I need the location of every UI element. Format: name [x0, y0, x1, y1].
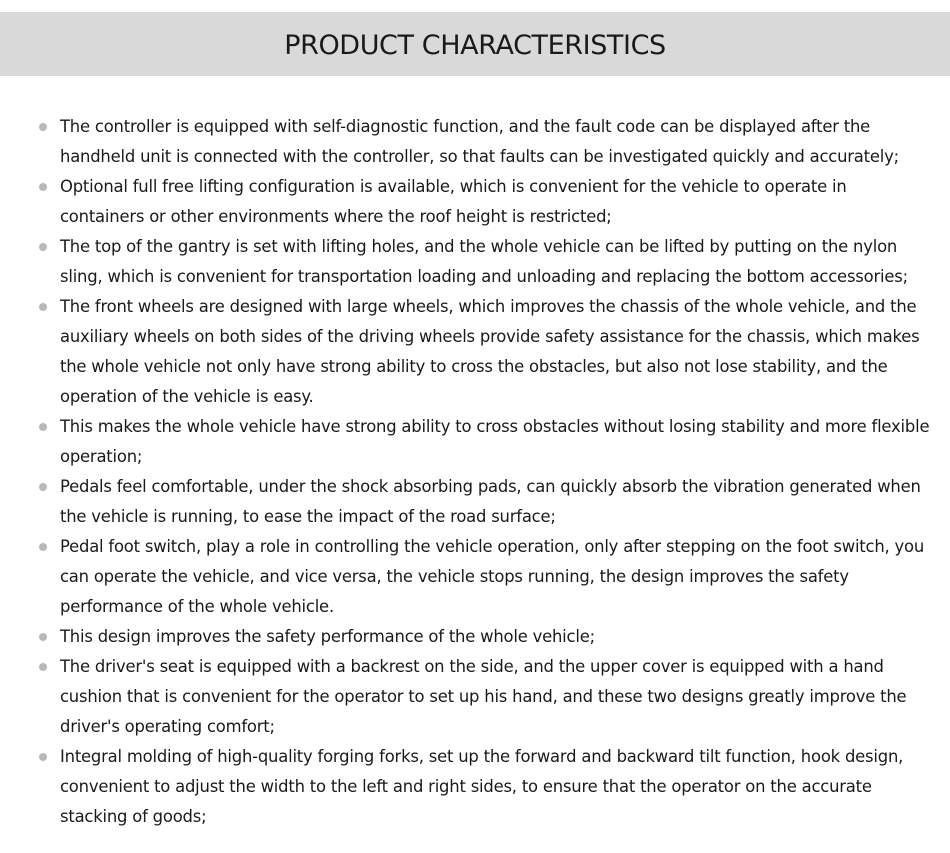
list-item: [0, 412, 950, 472]
list-item-text: This design improves the safety performance of the whole vehicle;: [60, 627, 595, 646]
bullet-icon: [39, 633, 47, 641]
header-band: [0, 12, 950, 76]
characteristics-list: [0, 112, 950, 832]
list-item: [0, 112, 950, 172]
list-item-text: The driver's seat is equipped with a backrest on the side, and the upper cover is equipped with a hand cushion that is convenient for the operator to set up his hand, and these two designs greatly improve the driver's operating comfort;: [60, 657, 907, 736]
bullet-icon: [39, 663, 47, 671]
list-item-text: Integral molding of high-quality forging forks, set up the forward and backward tilt function, hook design, convenient to adjust the width to the left and right sides, to ensure that the operator on the accurate stacking of goods;: [60, 747, 904, 826]
list-item: [0, 472, 950, 532]
bullet-icon: [39, 423, 47, 431]
bullet-icon: [39, 483, 47, 491]
bullet-icon: [39, 243, 47, 251]
list-item-text: Optional full free lifting configuration is available, which is convenient for the vehicle to operate in containers or other environments where the roof height is restricted;: [60, 177, 847, 226]
list-item-text: This makes the whole vehicle have strong ability to cross obstacles without losing stability and more flexible operation;: [60, 417, 930, 466]
bullet-icon: [39, 123, 47, 131]
list-item-text: The top of the gantry is set with lifting holes, and the whole vehicle can be lifted by putting on the nylon sling, which is convenient for transportation loading and unloading and replacing the bottom accessories;: [60, 237, 908, 286]
list-item: [0, 622, 950, 652]
page-title: PRODUCT CHARACTERISTICS: [284, 29, 666, 61]
bullet-icon: [39, 303, 47, 311]
bullet-icon: [39, 183, 47, 191]
bullet-icon: [39, 753, 47, 761]
list-item-text: Pedal foot switch, play a role in controlling the vehicle operation, only after stepping on the foot switch, you can operate the vehicle, and vice versa, the vehicle stops running, the design improves the safety performance of the whole vehicle.: [60, 537, 925, 616]
list-item: [0, 652, 950, 742]
list-item: [0, 532, 950, 622]
bullet-icon: [39, 543, 47, 551]
list-item: [0, 232, 950, 292]
list-item: [0, 292, 950, 412]
list-item: [0, 172, 950, 232]
list-item-text: Pedals feel comfortable, under the shock absorbing pads, can quickly absorb the vibration generated when the vehicle is running, to ease the impact of the road surface;: [60, 477, 921, 526]
list-item: [0, 742, 950, 832]
list-item-text: The front wheels are designed with large wheels, which improves the chassis of the whole vehicle, and the auxiliary wheels on both sides of the driving wheels provide safety assistance for the chassis, which makes the whole vehicle not only have strong ability to cross the obstacles, but also not lose stability, and the operation of the vehicle is easy.: [60, 297, 920, 406]
list-item-text: The controller is equipped with self-diagnostic function, and the fault code can be displayed after the handheld unit is connected with the controller, so that faults can be investigated quickly and accurately;: [60, 117, 899, 166]
